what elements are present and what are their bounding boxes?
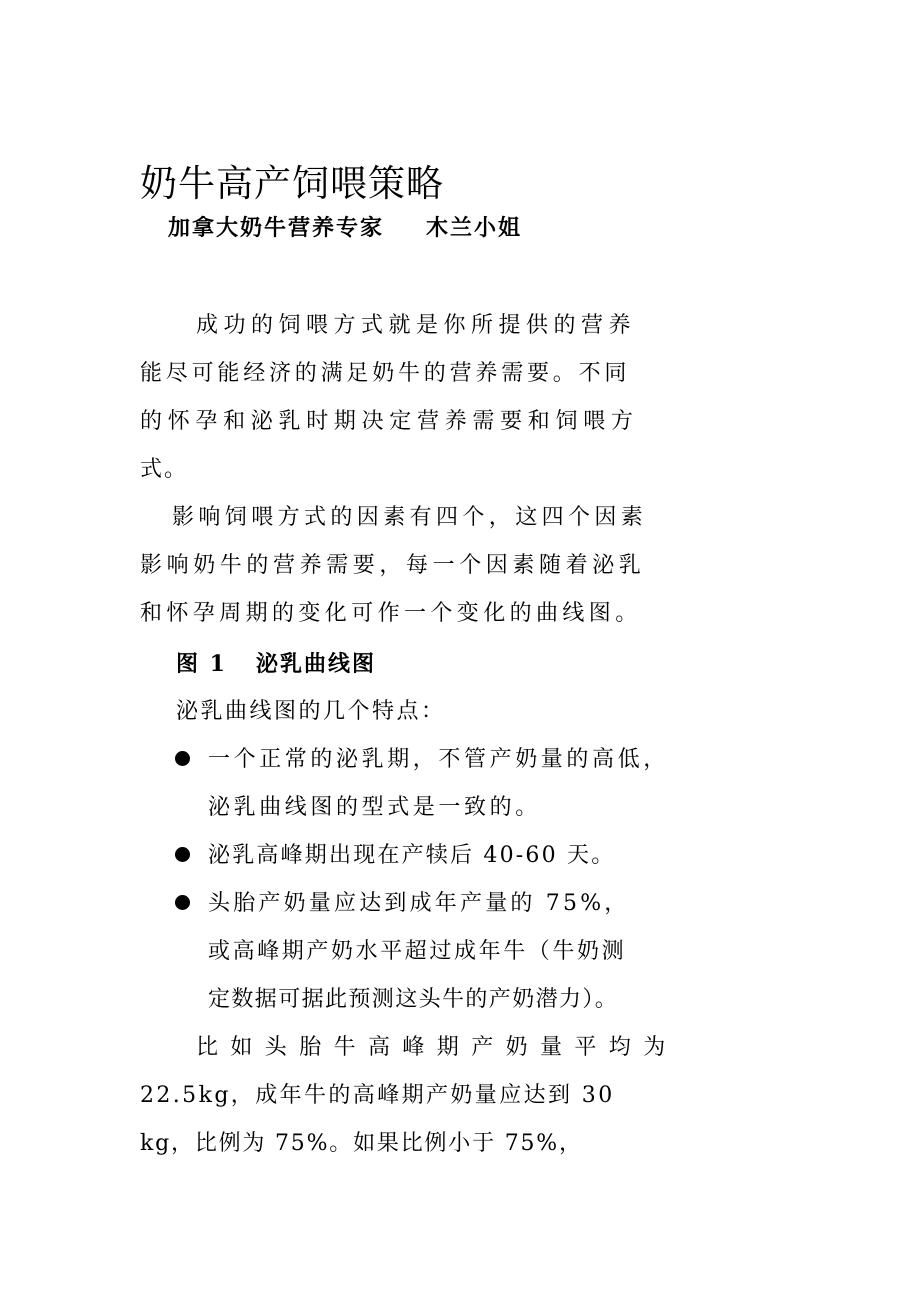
author-name: 木兰小姐 bbox=[426, 215, 523, 241]
author-line bbox=[168, 210, 522, 246]
bullet-2-line-1: 泌乳高峰期出现在产犊后 40-60 天。 bbox=[208, 843, 616, 868]
paragraph3-line-1: 比如头胎牛高峰期产奶量平均为 bbox=[196, 1035, 678, 1060]
bullet-3-line-1: 头胎产奶量应达到成年产量的 75%， bbox=[208, 891, 630, 916]
paragraph3-line-3: kg，比例为 75%。如果比例小于 75%， bbox=[140, 1131, 583, 1156]
paragraph1-line-3: 的怀孕和泌乳时期决定营养需要和饲喂方 bbox=[140, 409, 639, 434]
paragraph2-line-1: 影响饲喂方式的因素有四个，这四个因素 bbox=[172, 505, 648, 530]
document-title: 奶牛高产饲喂策略 bbox=[140, 162, 444, 205]
bullet-1-line-2: 泌乳曲线图的型式是一致的。 bbox=[208, 795, 541, 820]
bullet-marker-1 bbox=[172, 742, 192, 778]
figure-caption: 图 1 泌乳曲线图 bbox=[176, 651, 376, 677]
features-intro: 泌乳曲线图的几个特点： bbox=[176, 699, 446, 724]
paragraph2-line-2: 影响奶牛的营养需要，每一个因素随着泌乳 bbox=[140, 553, 646, 578]
paragraph3-line-2: 22.5kg，成年牛的高峰期产奶量应达到 30 bbox=[140, 1083, 615, 1108]
paragraph1-line-2: 能尽可能经济的满足奶牛的营养需要。不同 bbox=[140, 361, 631, 386]
bullet-marker-3 bbox=[172, 886, 192, 922]
paragraph1-line-4: 式。 bbox=[140, 457, 189, 482]
paragraph2-line-3: 和怀孕周期的变化可作一个变化的曲线图。 bbox=[140, 601, 642, 626]
author-role: 加拿大奶牛营养专家 bbox=[168, 215, 385, 241]
bullet-3-line-3: 定数据可据此预测这头牛的产奶潜力）。 bbox=[208, 987, 619, 1012]
paragraph1-line-1: 成功的饲喂方式就是你所提供的营养 bbox=[196, 313, 637, 338]
bullet-1-line-1: 一个正常的泌乳期，不管产奶量的高低， bbox=[208, 747, 669, 772]
bullet-3-line-2: 或高峰期产奶水平超过成年牛（牛奶测 bbox=[208, 939, 627, 964]
bullet-marker-2 bbox=[172, 838, 192, 874]
